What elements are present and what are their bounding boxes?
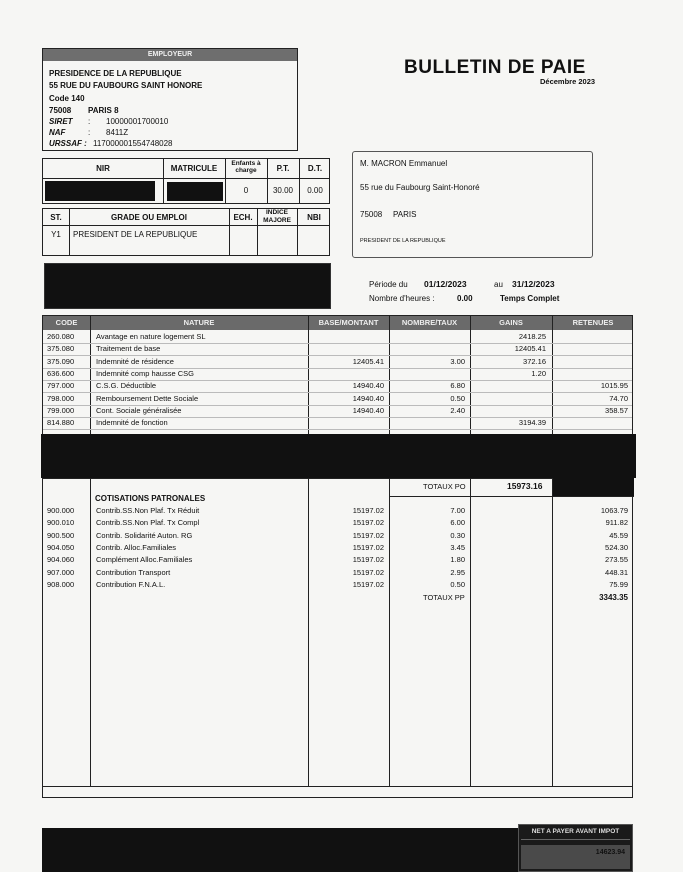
employee-note: PRESIDENT DE LA REPUBLIQUE [360,238,446,244]
matricule-redaction [167,182,223,201]
patronale-row [43,579,632,591]
patronale-row [43,505,632,517]
cell-base: 14940.40 [352,405,384,415]
cell-nature: C.S.G. Déductible [96,381,157,391]
net-box [518,824,633,872]
cell-val: 524.30 [605,542,628,552]
patronale-row [43,554,632,566]
table-row [43,380,632,392]
ech-header: ECH. [233,213,253,222]
employee-address: 55 rue du Faubourg Saint-Honoré [360,183,480,192]
employee-city: PARIS [393,210,417,219]
cell-nature: Indemnité de fonction [96,418,168,428]
cell-nature: Contrib.SS.Non Plaf. Tx Réduit [96,506,200,515]
cell-taux: 2.40 [450,405,465,415]
patronale-row [43,530,632,542]
cell-gains: 372.16 [523,356,546,366]
cell-nature: Contribution F.N.A.L. [96,579,166,589]
redaction-block [44,263,331,309]
net-label: NET A PAYER AVANT IMPOT [531,828,620,835]
header-nature: NATURE [183,318,215,327]
table-row [43,417,632,429]
employer-address: 55 RUE DU FAUBOURG SAINT HONORE [49,81,203,90]
employer-postal: 75008 [49,106,72,115]
cell-nature: Indemnité de résidence [96,356,174,366]
cell-code: 900.000 [47,506,75,515]
cell-val: 273.55 [605,555,628,565]
cell-taux: 7.00 [450,506,465,515]
cell-code: 260.080 [47,332,75,341]
cell-nature: Remboursement Dette Sociale [96,393,199,403]
totaux-po-value: 15973.16 [507,481,543,491]
cell-nature: Contrib. Alloc.Familiales [96,542,177,552]
cell-taux: 2.95 [450,567,465,577]
cell-nature: Indemnité comp hausse CSG [96,368,194,378]
pay-table [42,315,633,798]
cell-val: 75.99 [609,579,628,589]
grade-header: GRADE OU EMPLOI [110,213,187,222]
header-retenues: RETENUES [572,318,614,327]
cell-code: 797.000 [47,381,75,391]
cell-taux: 0.50 [450,579,465,589]
cell-base: 15197.02 [352,530,384,540]
cell-nature: Complément Alloc.Familiales [96,555,193,565]
patronale-row [43,542,632,554]
cell-code: 908.000 [47,579,75,589]
pt-header: P.T. [276,164,290,173]
cell-taux: 6.00 [450,518,465,528]
patronales-title: COTISATIONS PATRONALES [95,494,206,503]
employer-city: PARIS 8 [88,106,119,115]
totaux-pp-value: 3343.35 [599,593,628,602]
cell-base: 15197.02 [352,567,384,577]
cell-nature: Cont. Sociale généralisée [96,405,182,415]
period-to: 31/12/2023 [512,279,555,289]
cell-base: 14940.40 [352,381,384,391]
grade-box [42,208,330,256]
cell-nature: Traitement de base [96,344,161,354]
cell-code: 375.090 [47,356,75,366]
cell-code: 798.000 [47,393,75,403]
bottom-redaction [42,828,518,872]
indice-header: INDICE MAJORE [263,209,291,224]
cell-code: 799.000 [47,405,75,415]
cell-nature: Avantage en nature logement SL [96,332,206,341]
cell-code: 900.500 [47,530,75,540]
cell-code: 900.010 [47,518,75,528]
table-row [43,356,632,368]
st-header: ST. [50,213,62,222]
ids-box [42,158,330,204]
cell-taux: 3.00 [450,356,465,366]
enfants-value: 0 [243,186,249,195]
header-taux: NOMBRE/TAUX [401,318,458,327]
cell-nature: Contrib. Solidarité Auton. RG [96,530,193,540]
dt-header: D.T. [307,164,323,173]
cell-base: 14940.40 [352,393,384,403]
urssaf-value: 117000001554748028 [93,139,173,148]
table-row [43,405,632,417]
cell-taux: 0.50 [450,393,465,403]
cell-val: 911.82 [605,518,628,528]
dt-value: 0.00 [307,186,323,195]
patronale-row [43,517,632,529]
cell-gains: 12405.41 [514,344,546,354]
header-code: CODE [55,318,78,327]
naf-value: 8411Z [106,128,129,137]
cell-base: 15197.02 [352,542,384,552]
cell-code: 907.000 [47,567,75,577]
cell-ret: 74.70 [609,393,628,403]
employer-name: PRESIDENCE DE LA REPUBLIQUE [49,69,182,78]
period-from: 01/12/2023 [424,279,467,289]
totaux-po-label: TOTAUX PO [423,482,466,491]
urssaf-label: URSSAF : [49,139,87,148]
st-value: Y1 [51,230,61,239]
contract-type: Temps Complet [500,294,560,303]
cell-base: 12405.41 [352,356,384,366]
cell-nature: Contrib.SS.Non Plaf. Tx Compl [96,518,200,528]
cell-base: 15197.02 [352,579,384,589]
cell-gains: 1.20 [531,368,546,378]
cell-base: 15197.02 [352,518,384,528]
cell-taux: 6.80 [450,381,465,391]
period-from-label: Période du [369,280,408,289]
employee-box [352,151,593,258]
cell-code: 904.050 [47,542,75,552]
net-value: 14623.94 [595,849,625,856]
cell-val: 1063.79 [600,506,628,515]
nir-redaction [45,181,155,201]
siret-value: 10000001700010 [106,117,169,126]
page-title: BULLETIN DE PAIE [404,57,586,78]
cell-gains: 2418.25 [518,332,546,341]
period-to-label: au [494,280,503,289]
hours-label: Nombre d'heures : [369,294,435,303]
cell-nature: Contribution Transport [96,567,171,577]
employee-postal: 75008 [360,210,383,219]
table-row [43,343,632,355]
employer-code: Code 140 [49,94,85,103]
cell-gains: 3194.39 [518,418,546,428]
cell-taux: 3.45 [450,542,465,552]
cell-val: 448.31 [605,567,628,577]
cell-taux: 0.30 [450,530,465,540]
pt-value: 30.00 [272,186,294,195]
cell-taux: 1.80 [450,555,465,565]
nbi-header: NBI [307,213,321,222]
cell-base: 15197.02 [352,506,384,515]
header-gains: GAINS [499,318,523,327]
header-base: BASE/MONTANT [318,318,379,327]
cell-ret: 358.57 [605,405,628,415]
enfants-header: Enfants à charge [231,160,261,174]
naf-label: NAF [49,128,66,137]
table-row [43,331,632,343]
cell-val: 45.59 [609,530,628,540]
matricule-header: MATRICULE [170,164,218,173]
cell-code: 904.060 [47,555,75,565]
siret-label: SIRET [49,117,73,126]
table-row [43,393,632,405]
cell-code: 814.880 [47,418,75,428]
totaux-pp-label: TOTAUX PP [423,593,465,602]
hours-value: 0.00 [457,294,473,303]
cell-ret: 1015.95 [600,381,628,391]
emploi-value: PRESIDENT DE LA REPUBLIQUE [73,230,198,239]
cell-code: 636.600 [47,368,75,378]
nir-header: NIR [96,164,110,173]
table-row [43,368,632,380]
employee-name: M. MACRON Emmanuel [360,159,448,168]
cell-base: 15197.02 [352,555,384,565]
cell-code: 375.080 [47,344,75,354]
retenues-redaction [553,478,634,496]
patronale-row [43,567,632,579]
employer-header: EMPLOYEUR [43,49,297,61]
period-title: Décembre 2023 [540,77,596,86]
redaction-band [41,434,636,478]
employer-box: EMPLOYEUR PRESIDENCE DE LA REPUBLIQUE 55 RUE DU FAUBOURG SAINT HONORE Code 140 75008 PARIS 8 SIRET : 10000001700010 NAF : 8411Z URSSAF : 117000001554748028 [42,48,298,151]
